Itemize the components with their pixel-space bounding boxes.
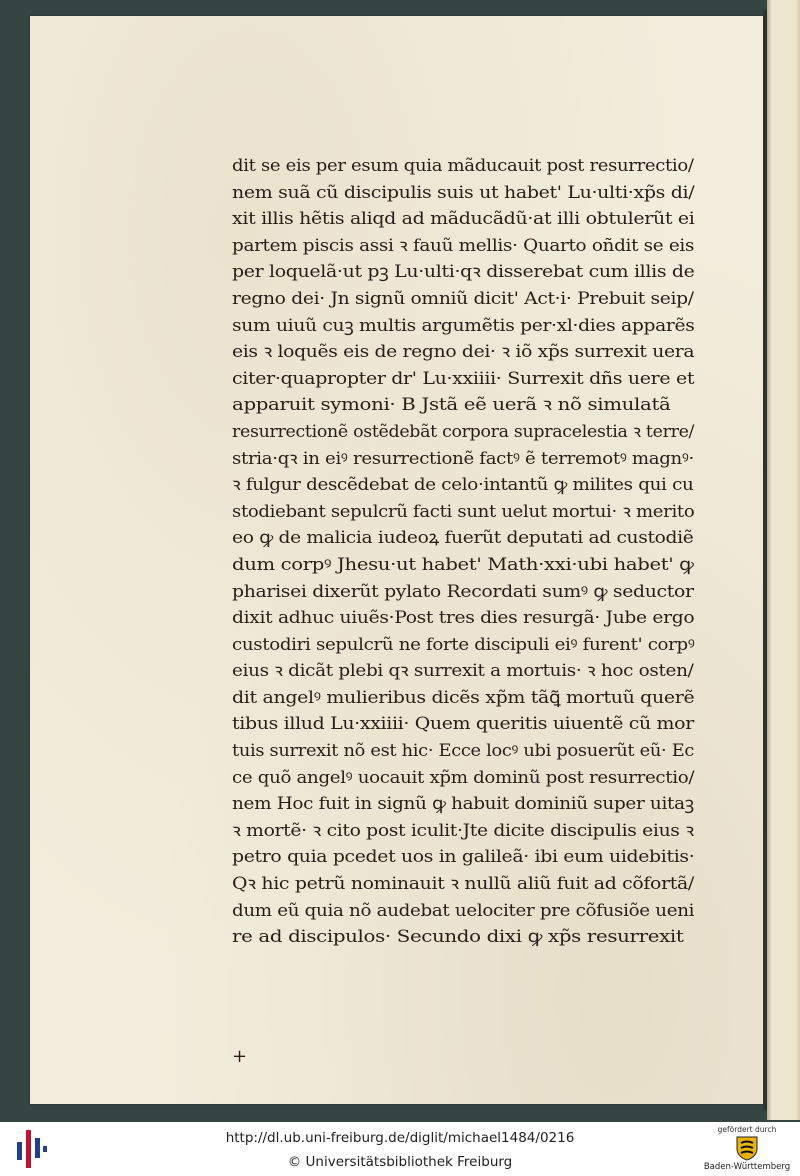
text-line: resurrectionẽ ostẽdebãt corpora supracelestia ꝛ terre/ — [232, 421, 695, 442]
text-line: custodiri sepulcrũ ne forte discipuli eiꝰ furent' corpꝰ — [232, 634, 695, 655]
text-line: xit illis hẽtis aliqd ad mãducãdũ·at illi obtulerũt ei — [232, 209, 695, 230]
text-line: stodiebant sepulcrũ facti sunt uelut mortui· ꝛ merito — [232, 501, 695, 522]
text-line: apparuit symoni· B Jstã eẽ uerã ꝛ nõ simulatã — [232, 395, 671, 416]
text-line: dixit adhuc uiuẽs·Post tres dies resurgã· Jube ergo — [232, 608, 695, 629]
sponsor-name: Baden-Württemberg — [703, 1162, 791, 1172]
text-line: eis ꝛ loquẽs eis de regno dei· ꝛ iõ xp̃s surrexit uera — [232, 342, 695, 363]
text-line: eius ꝛ dicãt plebi qꝛ surrexit a mortuis· ꝛ hoc osten/ — [232, 661, 694, 682]
sponsor-label: gefördert durch — [717, 1125, 777, 1134]
text-line: per loquelã·ut pꝫ Lu·ulti·qꝛ disserebat cum illis de — [232, 262, 695, 283]
sponsor-block — [694, 1125, 800, 1173]
text-line: ce quõ angelꝰ uocauit xp̃m dominũ post resurrectio/ — [232, 767, 695, 788]
text-line: regno dei· Jn signũ omniũ dicit' Act·i· Prebuit seip/ — [232, 288, 694, 309]
text-line: ꝛ mortẽ· ꝛ cito post iculit·Jte dicite discipulis eius ꝛ — [232, 820, 694, 841]
text-line: eo ꝙ de malicia iudeoꝝ fuerũt deputati ad custodiẽ — [232, 528, 694, 549]
text-line: tibus illud Lu·xxiiii· Quem queritis uiuentẽ cũ mor — [232, 714, 694, 735]
text-line: partem piscis assi ꝛ fauũ mellis· Quarto oñdit se eis — [232, 235, 695, 256]
text-line: stria·qꝛ in eiꝰ resurrectionẽ factꝰ ẽ terremotꝰ magnꝰ· — [232, 448, 694, 469]
coat-of-arms-icon — [733, 1135, 761, 1161]
facing-page-edge — [767, 0, 800, 1120]
document-url[interactable]: http://dl.ub.uni-freiburg.de/diglit/michael1484/0216 — [225, 1130, 575, 1146]
text-line: sum uiuũ cuꝫ multis argumẽtis per·xl·dies apparẽs — [232, 315, 695, 336]
text-line: dit se eis per esum quia mãducauit post resurrectio/ — [232, 156, 694, 176]
text-line: dit angelꝰ mulieribus dicẽs xp̃m tãꝗ̃ mortuũ querẽ — [232, 687, 695, 708]
text-line: dum eũ quia nõ audebat uelociter pre cõfusiõe ueni — [232, 900, 695, 921]
text-line: petro quia pcedet uos in galileã· ibi eum uidebitis· — [232, 847, 695, 868]
text-line: nem suã cũ discipulis suis ut habet' Lu·ulti·xp̃s di/ — [232, 182, 695, 203]
text-line: Qꝛ hic petrũ nominauit ꝛ nullũ aliũ fuit ad cõfortã/ — [232, 874, 694, 895]
folio-mark: + — [232, 1046, 248, 1067]
footer-bar — [0, 1122, 800, 1176]
page-text-block — [232, 153, 694, 951]
text-line: dum corpꝰ Jhesu·ut habet' Math·xxi·ubi habet' ꝙ — [232, 554, 694, 575]
text-line: re ad discipulos· Secundo dixi ꝙ xp̃s resurrexit — [232, 927, 684, 948]
text-line: ꝛ fulgur descẽdebat de celo·intantũ ꝙ milites qui cu — [232, 475, 694, 496]
text-line: pharisei dixerũt pylato Recordati sumꝰ ꝙ seductor — [232, 581, 694, 602]
copyright-notice: © Universitätsbibliothek Freiburg — [287, 1154, 513, 1170]
text-line: nem Hoc fuit in signũ ꝙ habuit dominiũ super uitaꝫ — [232, 794, 694, 815]
text-line: tuis surrexit nõ est hic· Ecce locꝰ ubi posuerũt eũ· Ec — [232, 741, 695, 762]
text-line: citer·quapropter dr' Lu·xxiiii· Surrexit dñs uere et — [232, 368, 695, 389]
